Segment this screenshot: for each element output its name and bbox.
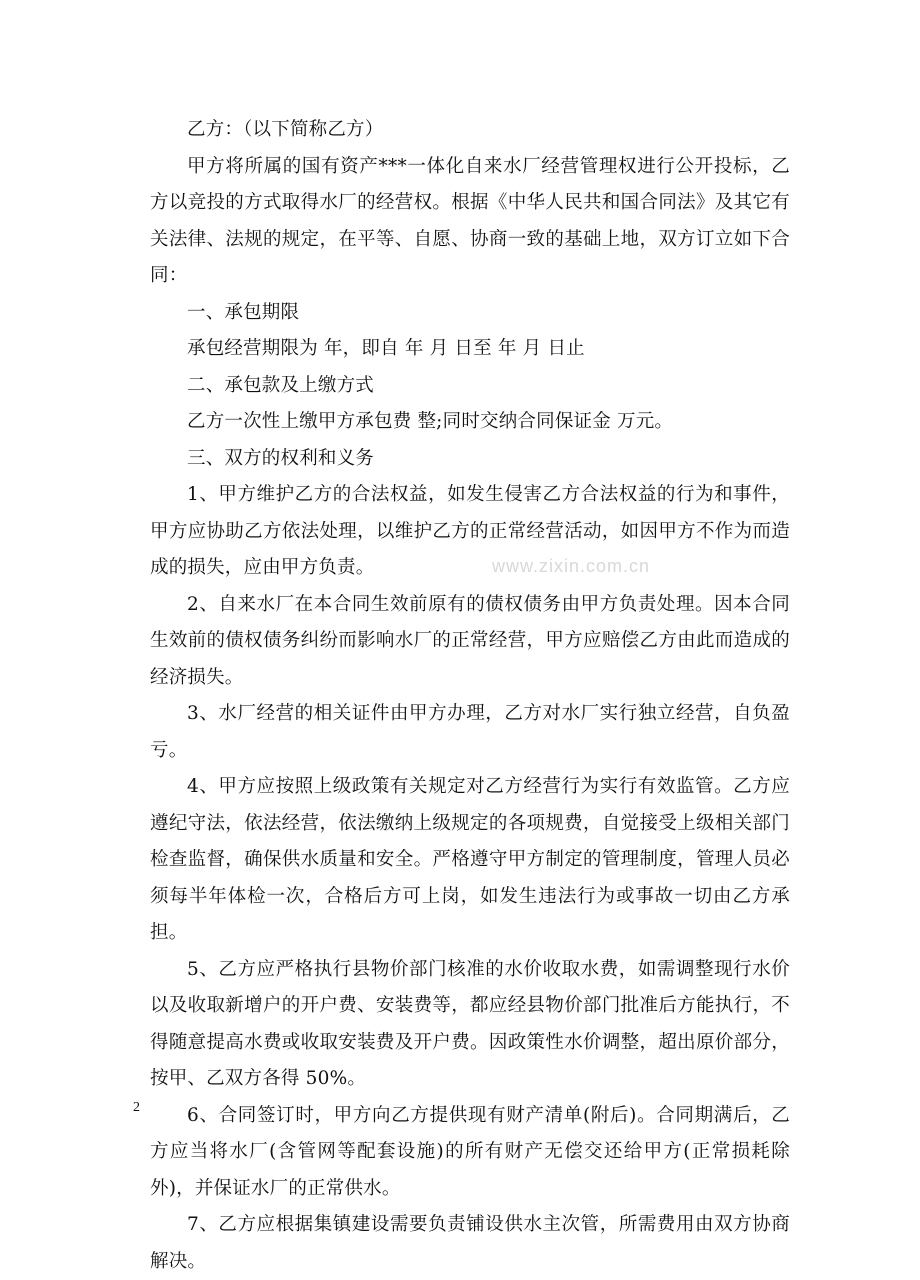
clause-5: 5、乙方应严格执行县物价部门核准的水价收取水费，如需调整现行水价以及收取新增户的开户费、安装费等，都应经县物价部门批准后方能执行，不得随意提高水费或收取安装费及开户费。因政策性水价调整，超出原价部分，按甲、乙双方各得 50%。 [150,958,790,1089]
heading-contract-term: 一、承包期限 [187,301,300,323]
paragraph-party-b: 乙方：（以下简称乙方） [187,119,384,140]
watermark: www.zixin.com.cn [492,556,651,576]
clause-6: 6、合同签订时，甲方向乙方提供现有财产清单(附后)。合同期满后，乙方应当将水厂(含管网等配套设施)的所有财产无偿交还给甲方(正常损耗除外)，并保证水厂的正常供水。 [150,1104,790,1199]
clause-3: 3、水厂经营的相关证件由甲方办理，乙方对水厂实行独立经营，自负盈亏。 [150,703,790,761]
clause-2: 2、自来水厂在本合同生效前原有的债权债务由甲方负责处理。因本合同生效前的债权债务纠纷而影响水厂的正常经营，甲方应赔偿乙方由此而造成的经济损失。 [150,593,790,688]
paragraph-payment: 乙方一次性上缴甲方承包费 整;同时交纳合同保证金 万元。 [187,411,674,432]
heading-payment: 二、承包款及上缴方式 [187,374,375,396]
clause-1: 1、甲方维护乙方的合法权益，如发生侵害乙方合法权益的行为和事件，甲方应协助乙方依法处理，以维护乙方的正常经营活动，如因甲方不作为而造成的损失，应由甲方负责。 [150,484,790,578]
heading-rights-obligations: 三、双方的权利和义务 [187,447,375,469]
paragraph-preamble: 甲方将所属的国有资产***一体化自来水厂经营管理权进行公开投标，乙方以竞投的方式取得水厂的经营权。根据《中华人民共和国合同法》及其它有关法律、法规的规定，在平等、自愿、协商一致的基础上地，双方订立如下合同： [150,155,790,286]
clause-4: 4、甲方应按照上级政策有关规定对乙方经营行为实行有效监管。乙方应遵纪守法，依法经营，依法缴纳上级规定的各项规费，自觉接受上级相关部门检查监督，确保供水质量和安全。严格遵守甲方制定的管理制度，管理人员必须每半年体检一次，合格后方可上岗，如发生违法行为或事故一切由乙方承担。 [150,776,790,943]
paragraph-contract-term: 承包经营期限为 年，即自 年 月 日至 年 月 日止 [187,338,585,359]
document-body [150,112,790,1280]
page-number: 2 [133,1100,140,1115]
clause-7: 7、乙方应根据集镇建设需要负责铺设供水主次管，所需费用由双方协商解决。 [150,1214,790,1272]
